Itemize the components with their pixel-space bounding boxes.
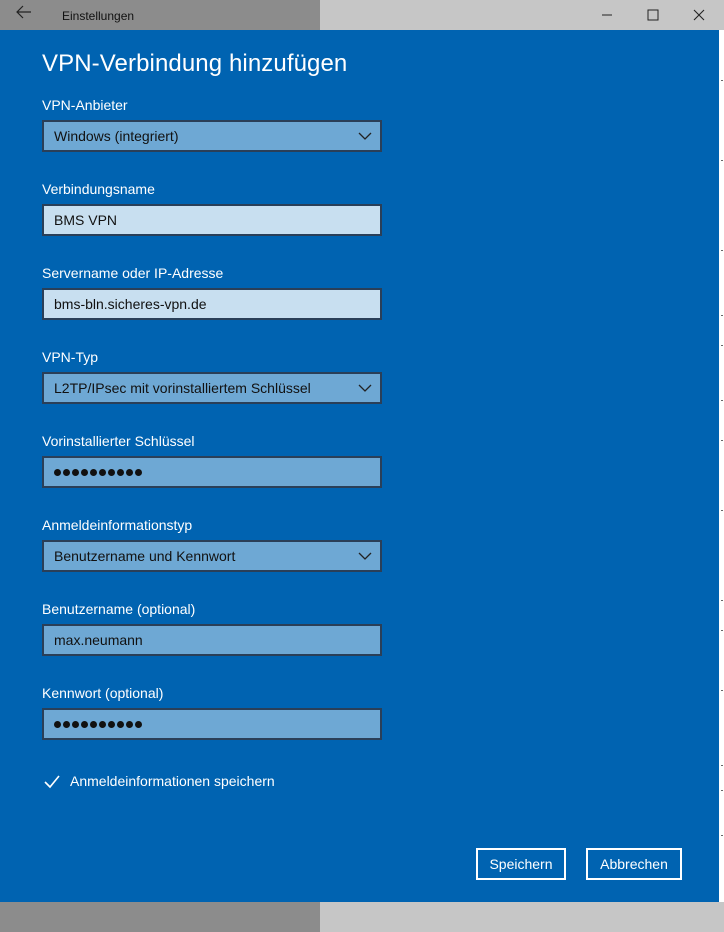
mask-dot — [117, 721, 124, 728]
checkmark-icon — [42, 772, 62, 792]
mask-dot — [135, 469, 142, 476]
maximize-icon[interactable] — [630, 0, 676, 30]
vpn-type-dropdown[interactable] — [42, 372, 382, 404]
connection-name-value: BMS VPN — [54, 212, 118, 228]
psk-label: Vorinstallierter Schlüssel — [42, 433, 195, 449]
dialog-heading: VPN-Verbindung hinzufügen — [42, 50, 348, 77]
remember-credentials-checkbox[interactable] — [42, 772, 62, 792]
chevron-down-icon — [358, 382, 372, 394]
server-input[interactable] — [42, 288, 382, 320]
window-title: Einstellungen — [62, 9, 135, 23]
mask-dot — [90, 469, 97, 476]
mask-dot — [126, 721, 133, 728]
server-label: Servername oder IP-Adresse — [42, 265, 224, 281]
mask-dot — [108, 469, 115, 476]
close-icon[interactable] — [676, 0, 722, 30]
mask-dot — [99, 469, 106, 476]
mask-dot — [81, 721, 88, 728]
signin-type-label: Anmeldeinformationstyp — [42, 517, 193, 533]
mask-dot — [54, 469, 61, 476]
vpn-type-value: L2TP/IPsec mit vorinstalliertem Schlüssel — [54, 380, 311, 396]
cancel-button[interactable]: Abbrechen — [586, 848, 682, 880]
mask-dot — [126, 469, 133, 476]
provider-dropdown[interactable] — [42, 120, 382, 152]
connection-name-input[interactable] — [42, 204, 382, 236]
mask-dot — [90, 721, 97, 728]
password-masked-value — [54, 710, 142, 738]
mask-dot — [81, 469, 88, 476]
provider-label: VPN-Anbieter — [42, 97, 128, 113]
mask-dot — [108, 721, 115, 728]
signin-type-value: Benutzername und Kennwort — [54, 548, 236, 564]
mask-dot — [117, 469, 124, 476]
password-input[interactable] — [42, 708, 382, 740]
title-bar — [0, 0, 724, 30]
server-value: bms-bln.sicheres-vpn.de — [54, 296, 207, 312]
arrow-left-icon[interactable] — [12, 4, 36, 26]
vpn-dialog — [0, 30, 719, 902]
connection-name-label: Verbindungsname — [42, 181, 155, 197]
password-label: Kennwort (optional) — [42, 685, 164, 701]
psk-password-input[interactable] — [42, 456, 382, 488]
username-value: max.neumann — [54, 632, 143, 648]
mask-dot — [135, 721, 142, 728]
username-label: Benutzername (optional) — [42, 601, 196, 617]
save-button[interactable]: Speichern — [476, 848, 566, 880]
provider-value: Windows (integriert) — [54, 128, 179, 144]
signin-type-dropdown[interactable] — [42, 540, 382, 572]
remember-credentials-label: Anmeldeinformationen speichern — [70, 773, 275, 789]
chevron-down-icon — [358, 550, 372, 562]
minimize-icon[interactable] — [584, 0, 630, 30]
mask-dot — [63, 469, 70, 476]
mask-dot — [63, 721, 70, 728]
chevron-down-icon — [358, 130, 372, 142]
mask-dot — [72, 721, 79, 728]
mask-dot — [72, 469, 79, 476]
username-input[interactable] — [42, 624, 382, 656]
mask-dot — [99, 721, 106, 728]
vpn-type-label: VPN-Typ — [42, 349, 99, 365]
psk-masked-value — [54, 458, 142, 486]
mask-dot — [54, 721, 61, 728]
